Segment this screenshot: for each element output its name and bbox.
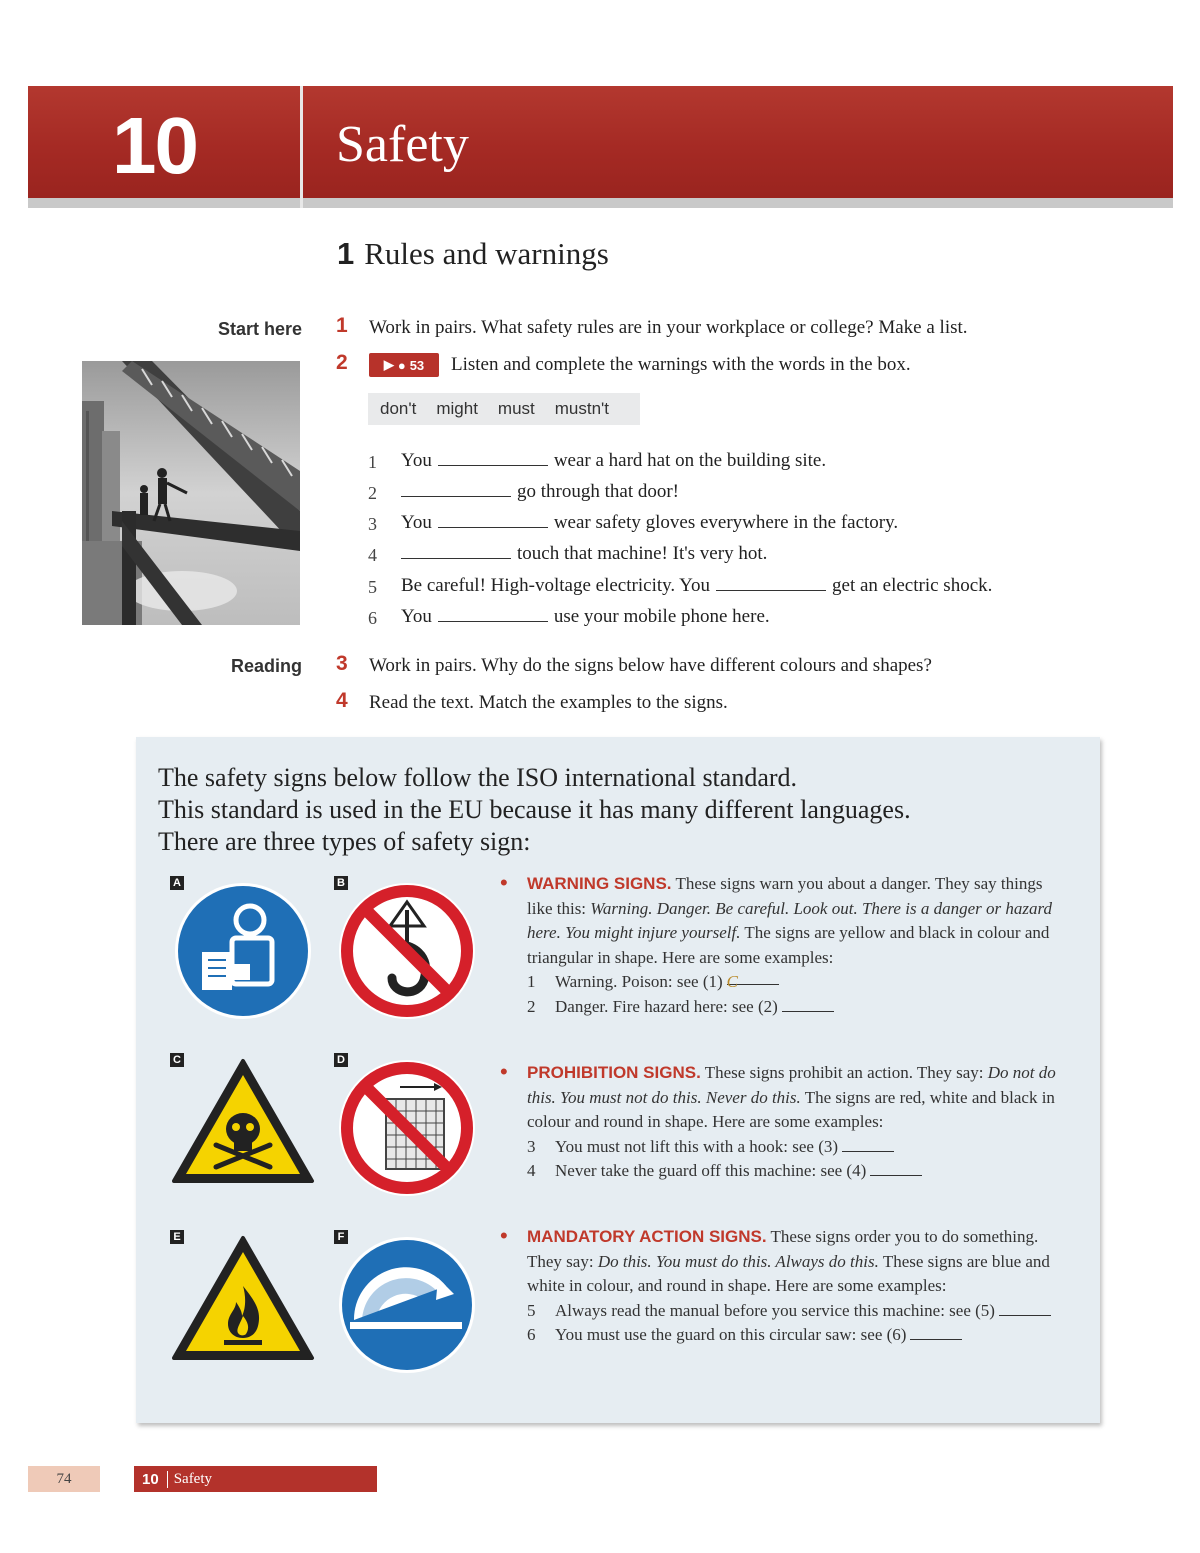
play-icon: ▶ bbox=[383, 357, 394, 372]
answer-blank[interactable] bbox=[716, 576, 826, 591]
question-text-before: You bbox=[401, 450, 432, 471]
example-row bbox=[527, 995, 1057, 1020]
example-row bbox=[527, 1135, 1057, 1160]
cd-icon: ● bbox=[397, 357, 406, 373]
exercise-4-number: 4 bbox=[336, 689, 348, 712]
question-number: 2 bbox=[368, 483, 377, 503]
bullet-icon: • bbox=[500, 870, 508, 895]
example-number: 2 bbox=[527, 996, 536, 1016]
question-number: 4 bbox=[368, 545, 377, 565]
category-text: These signs prohibit an action. They say: bbox=[704, 1063, 984, 1082]
use-saw-guard-sign-icon bbox=[336, 1234, 478, 1376]
answer-blank[interactable] bbox=[438, 607, 548, 622]
example-number: 4 bbox=[527, 1161, 536, 1180]
question-text-after: get an electric shock. bbox=[832, 575, 993, 596]
question-text-before: Be careful! High-voltage electricity. You bbox=[401, 575, 711, 596]
section-title-text: Rules and warnings bbox=[364, 236, 609, 271]
category-text: These signs are blue and white in colour, and round in shape. Here are some examples: bbox=[527, 1251, 1050, 1295]
question-number: 1 bbox=[368, 452, 377, 472]
category-description bbox=[527, 1061, 1057, 1135]
question-5 bbox=[401, 575, 992, 597]
answer-blank[interactable] bbox=[438, 513, 548, 528]
example-text: You must use the guard on this circular saw: see (6) bbox=[555, 1325, 907, 1344]
category-italic: Warning. Danger. Be careful. Look out. There is a danger or hazard here. You might injure yourself. bbox=[527, 898, 1052, 942]
example-text: Never take the guard off this machine: see (4) bbox=[555, 1161, 867, 1180]
category-description bbox=[527, 872, 1057, 970]
word-box-item: mustn't bbox=[554, 399, 610, 418]
example-text: Always read the manual before you service this machine: see (5) bbox=[555, 1300, 995, 1320]
example-row bbox=[527, 970, 1057, 995]
footer-unit-title: Safety bbox=[173, 1470, 213, 1487]
question-4 bbox=[401, 543, 767, 565]
read-manual-sign-icon bbox=[172, 880, 314, 1022]
exercise-2-number: 2 bbox=[336, 351, 348, 374]
mandatory-signs-category bbox=[527, 1225, 1057, 1348]
category-text: The signs are red, white and black in colour and round in shape. Here are some examples: bbox=[527, 1087, 1055, 1131]
unit-title: Safety bbox=[336, 116, 469, 173]
banner-strip bbox=[28, 198, 1173, 208]
answer-blank[interactable] bbox=[999, 1301, 1051, 1316]
category-text: The signs are yellow and black in colour and triangular in shape. Here are some examples: bbox=[527, 923, 1050, 967]
bullet-icon: • bbox=[500, 1059, 508, 1084]
answer-blank[interactable] bbox=[910, 1325, 962, 1340]
footer-unit-number: 10 bbox=[134, 1471, 168, 1488]
example-text: You must not lift this with a hook: see (3) bbox=[555, 1136, 839, 1156]
question-text-after: touch that machine! It's very hot. bbox=[517, 543, 768, 564]
word-box-item: might bbox=[436, 399, 478, 418]
category-title: WARNING SIGNS. bbox=[527, 874, 672, 893]
intro-line: There are three types of safety sign: bbox=[158, 827, 531, 856]
exercise-3-text: Work in pairs. Why do the signs below have different colours and shapes? bbox=[369, 655, 932, 676]
question-text-after: go through that door! bbox=[517, 481, 680, 502]
word-box bbox=[368, 393, 640, 425]
word-box-item: must bbox=[497, 399, 535, 418]
example-number: 5 bbox=[527, 1300, 536, 1320]
category-text: These signs warn you about a danger. They say things like this: bbox=[527, 874, 1043, 918]
poison-warning-sign-icon bbox=[170, 1057, 316, 1187]
answer-blank[interactable] bbox=[401, 482, 511, 497]
example-text: Warning. Poison: see (1) bbox=[555, 972, 723, 991]
answer-blank[interactable] bbox=[842, 1137, 894, 1152]
answer-blank[interactable] bbox=[726, 970, 779, 991]
question-number: 3 bbox=[368, 514, 377, 534]
example-row bbox=[527, 1323, 1057, 1348]
answer-blank[interactable] bbox=[870, 1161, 922, 1176]
sign-letter-a: A bbox=[170, 876, 184, 890]
warning-signs-category bbox=[527, 872, 1057, 1019]
answer-blank[interactable] bbox=[782, 997, 834, 1012]
question-text-after: use your mobile phone here. bbox=[553, 606, 770, 627]
intro-line: This standard is used in the EU because it has many different languages. bbox=[158, 795, 911, 824]
question-6 bbox=[401, 606, 770, 628]
question-3 bbox=[401, 512, 898, 534]
no-hook-lifting-sign-icon bbox=[336, 880, 478, 1022]
bullet-icon: • bbox=[500, 1223, 508, 1248]
no-guard-removal-sign-icon bbox=[336, 1057, 478, 1199]
question-number: 5 bbox=[368, 577, 377, 597]
question-2 bbox=[401, 481, 679, 503]
section-title bbox=[337, 236, 609, 272]
unit-banner bbox=[28, 86, 1173, 198]
page-number: 74 bbox=[28, 1466, 100, 1492]
label-start-here: Start here bbox=[217, 319, 302, 339]
example-row bbox=[527, 1299, 1057, 1324]
reading-intro bbox=[158, 762, 1078, 858]
answer-blank[interactable] bbox=[438, 451, 548, 466]
question-text-after: wear a hard hat on the building site. bbox=[553, 450, 827, 471]
sign-letter-f: F bbox=[334, 1230, 348, 1244]
word-box-item: don't bbox=[380, 399, 417, 418]
exercise-4-text: Read the text. Match the examples to the signs. bbox=[369, 692, 728, 713]
example-number: 1 bbox=[527, 972, 536, 991]
sign-letter-d: D bbox=[334, 1053, 348, 1067]
example-row bbox=[527, 1159, 1057, 1184]
intro-line: The safety signs below follow the ISO international standard. bbox=[158, 763, 798, 792]
question-1 bbox=[401, 450, 826, 472]
answer-blank[interactable] bbox=[401, 544, 511, 559]
exercise-3-number: 3 bbox=[336, 652, 348, 675]
sign-letter-c: C bbox=[170, 1053, 184, 1067]
question-number: 6 bbox=[368, 608, 377, 628]
question-text-after: wear safety gloves everywhere in the factory. bbox=[553, 512, 899, 533]
construction-photo bbox=[82, 361, 300, 625]
question-text-before: You bbox=[401, 606, 432, 627]
category-italic: Do this. You must do this. Always do this. bbox=[597, 1251, 879, 1271]
example-text: Danger. Fire hazard here: see (2) bbox=[555, 996, 778, 1016]
exercise-2-text: Listen and complete the warnings with the words in the box. bbox=[451, 354, 911, 375]
question-text-before: You bbox=[401, 512, 432, 533]
exercise-1-number: 1 bbox=[336, 314, 348, 337]
label-reading: Reading bbox=[230, 656, 302, 676]
audio-play-button[interactable] bbox=[369, 353, 439, 377]
example-number: 3 bbox=[527, 1136, 536, 1156]
category-title: PROHIBITION SIGNS. bbox=[527, 1063, 701, 1082]
filled-answer: C bbox=[726, 972, 739, 991]
exercise-1-text: Work in pairs. What safety rules are in your workplace or college? Make a list. bbox=[369, 317, 968, 338]
category-text: These signs order you to do something. They say: bbox=[527, 1227, 1039, 1271]
section-number: 1 bbox=[337, 236, 355, 271]
category-italic: Do not do this. You must not do this. Never do this. bbox=[527, 1063, 1056, 1107]
sign-letter-e: E bbox=[170, 1230, 184, 1244]
audio-track-number: 53 bbox=[409, 357, 425, 373]
footer-unit-bar bbox=[134, 1466, 377, 1492]
unit-number: 10 bbox=[112, 101, 197, 190]
category-title: MANDATORY ACTION SIGNS. bbox=[527, 1227, 767, 1246]
prohibition-signs-category bbox=[527, 1061, 1057, 1184]
sign-letter-b: B bbox=[334, 876, 348, 890]
fire-hazard-sign-icon bbox=[170, 1234, 316, 1364]
example-number: 6 bbox=[527, 1325, 536, 1344]
category-description bbox=[527, 1225, 1057, 1299]
banner-divider bbox=[300, 86, 303, 208]
